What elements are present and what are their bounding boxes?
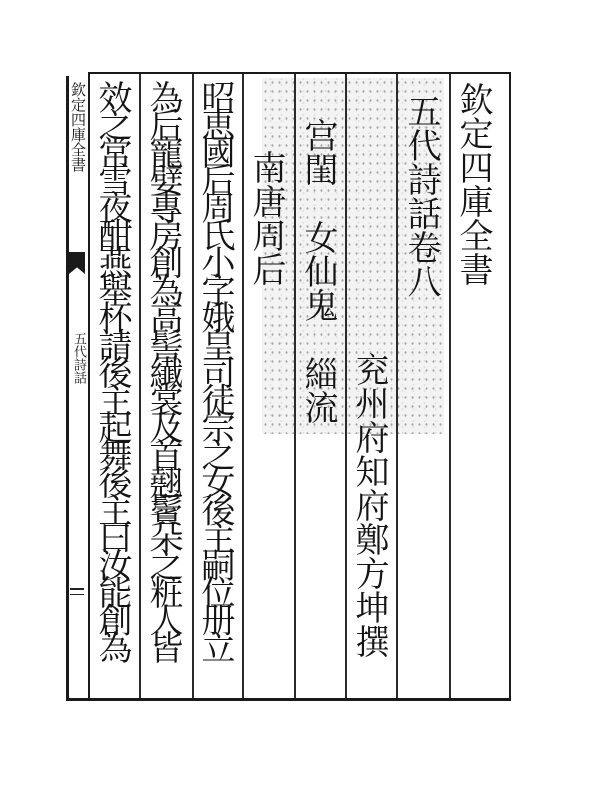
body-column: 效之常雪夜酣燕舉杯請後主起舞後主曰汝能創為 xyxy=(92,80,132,658)
entry-heading: 南唐周后 xyxy=(246,150,286,286)
column-rule xyxy=(396,74,398,698)
body-column: 為后寵嬖專房創為高髻纎裳及首翹鬢朵之粧人皆 xyxy=(143,80,183,658)
section-heading: 宫閨 女仙鬼 緇流 xyxy=(298,118,338,424)
fish-tail-mark xyxy=(69,252,85,274)
frame-right-rule xyxy=(509,72,511,701)
page-number-mark xyxy=(70,588,84,598)
column-rule xyxy=(192,74,194,698)
author-line: 兖州府知府鄭方坤撰 xyxy=(349,352,389,658)
collection-title: 欽定四庫全書 xyxy=(453,82,493,286)
body-column: 昭恵國后周氏小字娥皇司徒宗之女後主嗣位册立 xyxy=(195,80,235,658)
frame-top-rule xyxy=(90,72,510,74)
column-rule xyxy=(294,74,296,698)
column-rule xyxy=(449,74,451,698)
edge-collection-title: 欽定四庫全書 xyxy=(69,82,87,172)
frame-bottom-rule xyxy=(66,698,510,701)
column-rule xyxy=(139,74,141,698)
column-rule xyxy=(242,74,244,698)
book-title: 五代詩話卷八 xyxy=(401,94,441,298)
column-rule xyxy=(345,74,347,698)
frame-left-inner-rule xyxy=(88,72,90,701)
edge-book-title: 五代詩話 xyxy=(71,332,86,384)
